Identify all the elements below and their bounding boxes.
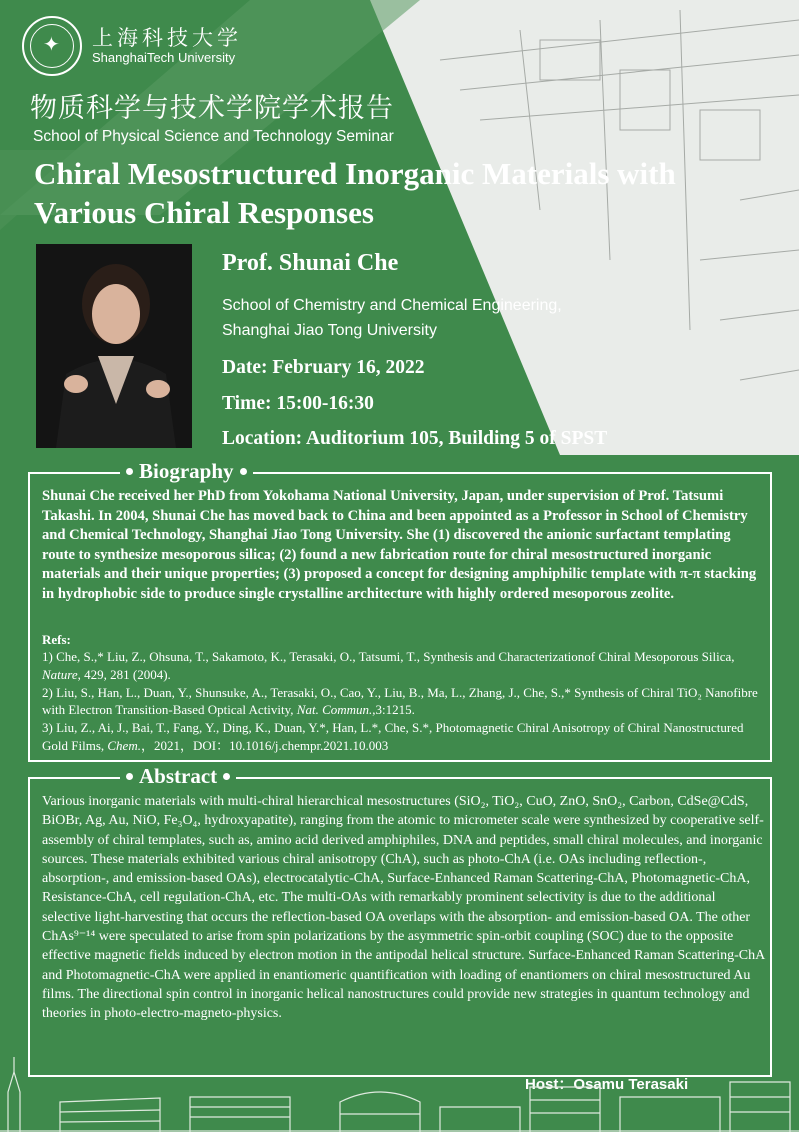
speaker-name: Prof. Shunai Che [222, 250, 399, 276]
ref-item: 2) Liu, S., Han, L., Duan, Y., Shunsuke, A., Terasaki, O., Cao, Y., Liu, B., Ma, L., Zhang, J., Che, S.,* Synthesis of Chiral TiO₂ Nanofibre with Electron Transition-Based Optical Activity, Nat. Commun.,3:1215. [42, 684, 758, 718]
biography-heading-text: Biography [139, 459, 234, 483]
talk-title: Chiral Mesostructured Inorganic Materials with Various Chiral Responses [34, 156, 676, 230]
refs-list [42, 648, 766, 755]
speaker-affiliation [222, 293, 562, 343]
logo-mark-icon: ✦ [43, 32, 60, 56]
biography-text: Shunai Che received her PhD from Yokohama National University, Japan, under supervision of Prof. Tatsumi Takashi. In 2004, Shunai Che has moved back to China and been appointed as a Professor in School of Chemistry and Chemical Technology, Shanghai Jiao Tong University. She (1) discovered the anionic surfactant templating route to synthesize mesoporous silica; (2) found a new fabrication route for chiral mesostructured inorganic materials and their unique properties; (3) proposed a concept for designing amphiphilic template with π-π stacking in hydrophobic side to produce single crystalline architecture with highly ordered mesoporous zeolite. [42, 488, 757, 602]
refs-label: Refs: [42, 632, 71, 647]
abstract-text: Various inorganic materials with multi-chiral hierarchical mesostructures (SiO₂, TiO₂, CuO, ZnO, SnO₂, Carbon, CdSe@CdS, BiOBr, Ag, Au, NiO, Fe₃O₄, hydroxyapatite), ranging from the atomic to micrometer scale were synthesized by cooperative self-assembly of chiral templates, such as, amino acid derived amphiphiles, DNA and peptides, small chiral molecules, and inorganic sources. These materials exhibited various chiral anisotropy (ChA), such as photo-ChA (i.e. OAs including reflection-, absorption-, and emission-based OAs), electrocatalytic-ChA, Surface-Enhanced Raman Scattering-ChA, Photomagnetic-ChA, Resistance-ChA, cell regulation-ChA, etc. The multi-OAs with remarkably prominent selectivity is due to the additional selective light-harvesting that occurs the reflection-based OA overlaps with the absorption- and emission-based OA. The other ChAs⁹⁻¹⁴ were speculated to arise from spin polarizations by the asymmetric spin-orbit coupling (SOC) due to the opposite effective magnetic fields induced by electron motion in the antipodal helical structure. Surface-Enhanced Raman Scattering-ChA and Photomagnetic-ChA were applied in enantiomeric quantification with loading of enantiomers on chiral mesostructured Au films. The directional spin control in inorganic helical nanostructures could provide new strategies in quantum technology and theories in photo-electro-magneto-physics. [42, 794, 765, 1022]
biography-heading [120, 458, 253, 484]
bullet-dot-icon [126, 773, 133, 780]
bullet-dot-icon [223, 773, 230, 780]
affiliation-line-1: School of Chemistry and Chemical Engineering, [222, 297, 562, 314]
seminar-title-en: School of Physical Science and Technology Seminar [33, 128, 394, 145]
speaker-photo [36, 244, 192, 448]
ref-item: 1) Che, S.,* Liu, Z., Ohsuna, T., Sakamoto, K., Terasaki, O., Tatsumi, T., Synthesis and Characterizationof Chiral Mesoporous Silica, Nature, 429, 281 (2004). [42, 649, 735, 682]
affiliation-line-2: Shanghai Jiao Tong University [222, 322, 437, 339]
bullet-dot-icon [126, 468, 133, 475]
ref-item: 3) Liu, Z., Ai, J., Bai, T., Fang, Y., Ding, K., Duan, Y.*, Han, L.*, Che, S.*, Photomagnetic Chiral Anisotropy of Chiral Nanostructured Gold Films, Chem.，2021，DOI：10.1016/j.chempr.2021.10.003 [42, 720, 744, 753]
talk-date: Date: February 16, 2022 [222, 357, 425, 378]
seminar-title-cn: 物质科学与技术学院学术报告 [30, 93, 394, 124]
talk-location: Location: Auditorium 105, Building 5 of SPST [222, 428, 608, 449]
university-name-en: ShanghaiTech University [92, 50, 236, 65]
abstract-heading-text: Abstract [139, 764, 218, 788]
campus-skyline-illustration [0, 1052, 799, 1132]
abstract-heading [120, 763, 236, 789]
university-name-cn: 上海科技大学 [92, 26, 242, 50]
host-label: Host：Osamu Terasaki [525, 1076, 689, 1093]
bullet-dot-icon [240, 468, 247, 475]
talk-time: Time: 15:00-16:30 [222, 393, 374, 414]
